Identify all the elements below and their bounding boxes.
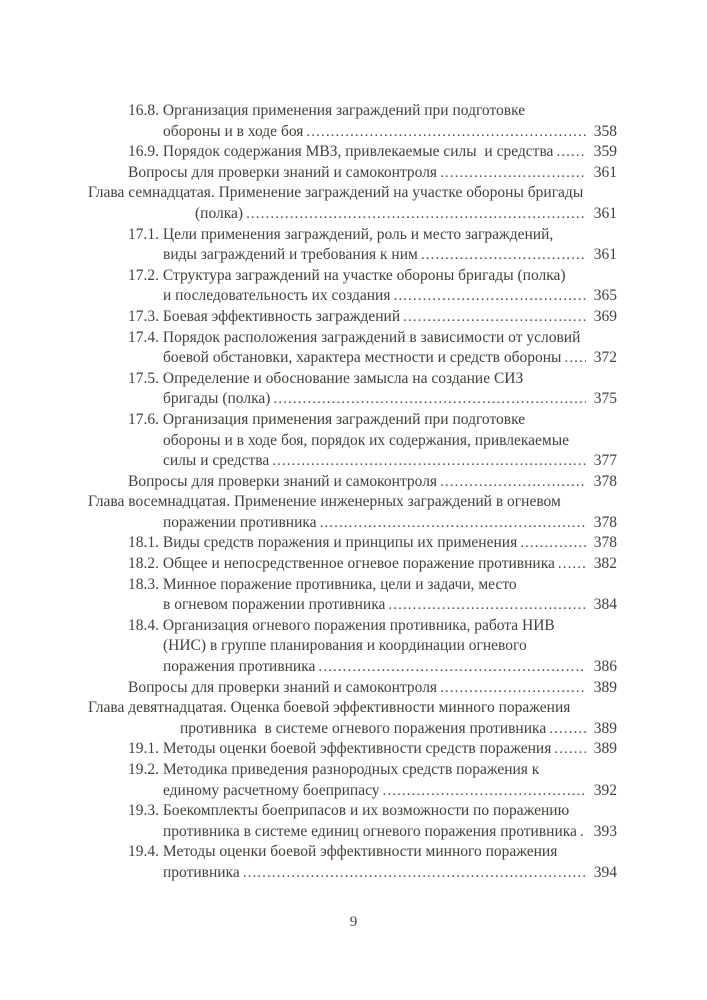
toc-row [88, 513, 617, 534]
toc-row [88, 739, 617, 760]
toc-row [88, 142, 617, 163]
toc-entry-text: противника в системе огневого поражения противника [180, 719, 547, 737]
dot-leader [272, 451, 586, 472]
toc-entry-text: 18.1. Виды средств поражения и принципы их применения [128, 534, 518, 552]
toc-row [88, 554, 617, 575]
toc-row [88, 719, 617, 740]
toc-entry-text: поражении противника [163, 513, 317, 531]
dot-leader [554, 739, 586, 760]
toc-entry-text: Глава восемнадцатая. Применение инженерных заграждений в огневом [88, 493, 561, 511]
toc-page-number: 382 [593, 555, 617, 573]
toc-row [88, 101, 617, 122]
toc-entry-text: (НИС) в группе планирования и координации огневого [163, 637, 527, 655]
toc-row [88, 801, 617, 822]
toc-entry-text: 17.5. Определение и обоснование замысла на создание СИЗ [128, 369, 524, 387]
dot-leader [558, 554, 586, 575]
toc-row [88, 183, 617, 204]
dot-leader [520, 533, 586, 554]
dot-leader [549, 719, 586, 740]
toc-entry-text: 17.6. Организация применения заграждений при подготовке [128, 410, 526, 428]
toc-row [88, 595, 617, 616]
toc-page-number: 392 [593, 781, 617, 799]
toc-page-number: 389 [593, 719, 617, 737]
toc-entry-text: обороны и в ходе боя [163, 122, 304, 140]
toc-row [88, 122, 617, 143]
toc-row [88, 636, 617, 657]
toc-row [88, 472, 617, 493]
toc-row [88, 328, 617, 349]
toc-entry-text: обороны и в ходе боя, порядок их содержания, привлекаемые [163, 431, 570, 449]
toc-page-number: 359 [593, 143, 617, 161]
toc-page-number: 378 [593, 472, 617, 490]
toc-row [88, 822, 617, 843]
dot-leader [320, 513, 586, 534]
toc-row [88, 204, 617, 225]
dot-leader [246, 204, 586, 225]
toc-page-number: 386 [593, 658, 617, 676]
toc-entry-text: в огневом поражении противника [163, 596, 386, 614]
toc-page-number: 365 [593, 287, 617, 305]
toc-entry-text: силы и средства [163, 452, 270, 470]
dot-leader [393, 286, 586, 307]
toc-page-number: 361 [593, 204, 617, 222]
toc-entry-text: 17.3. Боевая эффективность заграждений [128, 307, 401, 325]
dot-leader [440, 472, 586, 493]
toc-row [88, 863, 617, 884]
dot-leader [440, 163, 586, 184]
toc-entry-text: 16.9. Порядок содержания МВЗ, привлекаемые силы и средства [128, 143, 554, 161]
toc-row [88, 410, 617, 431]
toc-row [88, 698, 617, 719]
toc-page-number: 389 [593, 678, 617, 696]
dot-leader [383, 781, 586, 802]
toc-page-number: 393 [593, 822, 617, 840]
toc-page-number: 384 [593, 596, 617, 614]
toc-entry-text: боевой обстановки, характера местности и средств обороны [163, 349, 562, 367]
toc-entry-text: 17.1. Цели применения заграждений, роль и место заграждений, [128, 225, 554, 243]
toc-row [88, 266, 617, 287]
toc-entry-text: Глава девятнадцатая. Оценка боевой эффективности минного поражения [88, 699, 571, 717]
toc-entry-text: Вопросы для проверки знаний и самоконтроля [128, 678, 438, 696]
toc-row [88, 431, 617, 452]
toc-page-number: 361 [593, 246, 617, 264]
dot-leader [421, 245, 586, 266]
toc-row [88, 451, 617, 472]
toc-entry-text: Вопросы для проверки знаний и самоконтроля [128, 472, 438, 490]
toc-entry-text: 18.3. Минное поражение противника, цели и задачи, место [128, 575, 517, 593]
toc-entry-text: противника [163, 863, 240, 881]
toc-row [88, 307, 617, 328]
toc-row [88, 225, 617, 246]
toc-page-number: 361 [593, 163, 617, 181]
toc-row [88, 348, 617, 369]
dot-leader [580, 822, 586, 843]
toc-row [88, 616, 617, 637]
toc-page-number: 358 [593, 122, 617, 140]
toc-entry-text: 18.4. Организация огневого поражения противника, работа НИВ [128, 616, 555, 634]
toc-entry-text: виды заграждений и требования к ним [163, 246, 418, 264]
toc-row [88, 657, 617, 678]
toc-entry-text: 17.2. Структура заграждений на участке обороны бригады (полка) [128, 266, 566, 284]
toc-row [88, 575, 617, 596]
dot-leader [388, 595, 586, 616]
dot-leader [318, 657, 586, 678]
toc-row [88, 245, 617, 266]
toc-row [88, 760, 617, 781]
toc-row [88, 389, 617, 410]
toc-page-number: 377 [593, 452, 617, 470]
page-number-footer [0, 914, 707, 931]
dot-leader [403, 307, 586, 328]
table-of-contents [88, 101, 617, 884]
toc-entry-text: 19.3. Боекомплекты боеприпасов и их возможности по поражению [128, 802, 570, 820]
toc-entry-text: 19.4. Методы оценки боевой эффективности минного поражения [128, 843, 558, 861]
dot-leader [273, 389, 586, 410]
toc-page-number: 378 [593, 513, 617, 531]
toc-row [88, 678, 617, 699]
toc-page-number: 389 [593, 740, 617, 758]
toc-page-number: 394 [593, 863, 617, 881]
dot-leader [556, 142, 586, 163]
page-number: 9 [349, 914, 358, 930]
toc-entry-text: 19.2. Методика приведения разнородных средств поражения к [128, 761, 540, 778]
toc-row [88, 369, 617, 390]
toc-row [88, 286, 617, 307]
toc-row [88, 533, 617, 554]
toc-entry-text: 16.8. Организация применения заграждений при подготовке [128, 102, 526, 119]
toc-entry-text: Глава семнадцатая. Применение заграждений на участке обороны бригады [88, 184, 584, 202]
toc-entry-text: 19.1. Методы оценки боевой эффективности средств поражения [128, 740, 552, 758]
toc-row [88, 781, 617, 802]
toc-entry-text: 18.2. Общее и непосредственное огневое поражение противника [128, 555, 555, 573]
toc-entry-text: поражения противника [163, 658, 316, 676]
dot-leader [564, 348, 586, 369]
toc-entry-text: Вопросы для проверки знаний и самоконтроля [128, 163, 438, 181]
dot-leader [306, 122, 586, 143]
toc-page-number: 375 [593, 390, 617, 408]
toc-entry-text: 17.4. Порядок расположения заграждений в зависимости от условий [128, 328, 581, 346]
toc-row [88, 163, 617, 184]
toc-page-number: 378 [593, 534, 617, 552]
toc-page-number: 369 [593, 307, 617, 325]
toc-entry-text: противника в системе единиц огневого поражения противника [163, 822, 577, 840]
toc-entry-text: бригады (полка) [163, 390, 271, 408]
toc-entry-text: (полка) [195, 204, 244, 222]
toc-page-number: 372 [593, 349, 617, 367]
toc-row [88, 492, 617, 513]
toc-row [88, 842, 617, 863]
dot-leader [243, 863, 586, 884]
toc-entry-text: и последовательность их создания [163, 287, 391, 305]
toc-entry-text: единому расчетному боеприпасу [163, 781, 380, 799]
dot-leader [440, 678, 586, 699]
